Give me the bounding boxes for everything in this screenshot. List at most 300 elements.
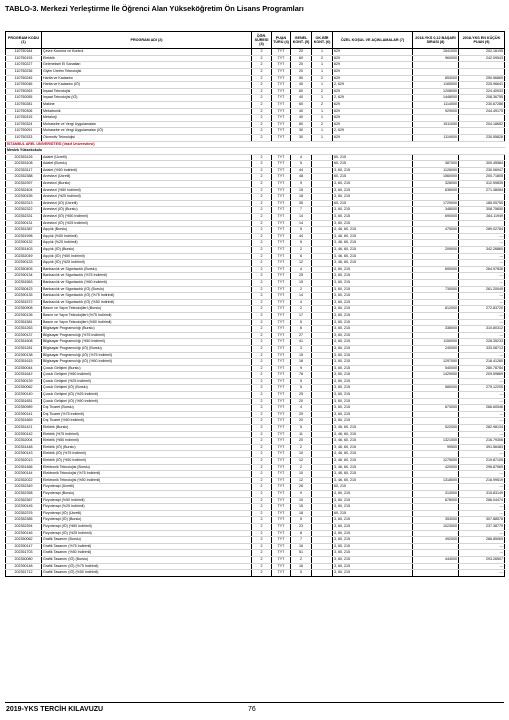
cell-score-type: TYT xyxy=(272,121,291,128)
cell-duration: 2 xyxy=(252,154,272,161)
cell-extra-quota: 2 xyxy=(312,88,333,95)
cell-extra-quota xyxy=(312,444,333,451)
cell-extra-quota: 1 xyxy=(312,62,333,69)
cell-general-quota: 48 xyxy=(291,174,312,181)
cell-extra-quota xyxy=(312,563,333,570)
cell-duration: 2 xyxy=(252,101,272,108)
cell-general-quota: 7 xyxy=(291,537,312,544)
cell-general-quota: 2 xyxy=(291,306,312,313)
cell-duration: 2 xyxy=(252,115,272,122)
cell-duration: 2 xyxy=(252,326,272,333)
cell-min-score: 282.98134 xyxy=(459,425,505,432)
cell-min-score: 315.83149 xyxy=(459,490,505,497)
cell-extra-quota xyxy=(312,392,333,399)
cell-extra-quota: 1 xyxy=(312,115,333,122)
cell-program-code: 110750263 xyxy=(6,88,42,95)
cell-min-score: 296.87569 xyxy=(459,464,505,471)
cell-program-name: Basım ve Yayın Teknolojileri (%50 İndirimli) xyxy=(42,319,252,326)
cell-program-name: Çocuk Gelişimi (İÖ) (Burslu) xyxy=(42,385,252,392)
cell-duration: 2 xyxy=(252,293,272,300)
table-row xyxy=(6,115,505,122)
cell-program-name: Adalet (%50 İndirimli) xyxy=(42,167,252,174)
cell-min-score: 209.59869 xyxy=(459,372,505,379)
cell-duration: 2 xyxy=(252,134,272,141)
table-row xyxy=(6,392,505,399)
table-row xyxy=(6,385,505,392)
table-row xyxy=(6,438,505,445)
cell-min-score: 264.11949 xyxy=(459,214,505,221)
table-row xyxy=(6,75,505,82)
programs-table xyxy=(5,31,505,577)
cell-success-rank: 240000 xyxy=(413,345,459,352)
cell-score-type: TYT xyxy=(272,490,291,497)
cell-success-rank xyxy=(413,504,459,511)
cell-min-score: 218.41280 xyxy=(459,359,505,366)
cell-conditions: 3, 46, 60, 215 xyxy=(333,240,413,247)
cell-extra-quota xyxy=(312,523,333,530)
cell-program-name: Harita ve Kadastro xyxy=(42,75,252,82)
cell-program-code: 202351615 xyxy=(6,359,42,366)
cell-program-code: 202352322 xyxy=(6,207,42,214)
cell-program-name: Anestezi (Ücretli) xyxy=(42,174,252,181)
cell-min-score: 244.49175 xyxy=(459,108,505,115)
cell-success-rank xyxy=(413,398,459,405)
cell-extra-quota xyxy=(312,477,333,484)
cell-extra-quota xyxy=(312,293,333,300)
cell-min-score xyxy=(459,115,505,122)
cell-program-name: Fizyoterapi (Burslu) xyxy=(42,490,252,497)
cell-min-score: --- xyxy=(459,260,505,267)
cell-program-name: Aşçılık (%50 İndirimli) xyxy=(42,233,252,240)
cell-conditions: 3, 60, 215 xyxy=(333,385,413,392)
cell-min-score: --- xyxy=(459,253,505,260)
cell-conditions: 629 xyxy=(333,88,413,95)
cell-min-score xyxy=(459,128,505,135)
cell-success-rank xyxy=(413,332,459,339)
cell-general-quota: 10 xyxy=(291,471,312,478)
cell-success-rank: 1126000 xyxy=(413,167,459,174)
cell-program-name: Çocuk Gelişimi (İÖ) (%50 İndirimli) xyxy=(42,398,252,405)
cell-program-code: 110750245 xyxy=(6,75,42,82)
cell-program-name: Fizyoterapi (Ücretli) xyxy=(42,484,252,491)
table-row xyxy=(6,570,505,577)
cell-general-quota: 20 xyxy=(291,62,312,69)
cell-duration: 2 xyxy=(252,187,272,194)
cell-conditions: 3, 60, 215 xyxy=(333,418,413,425)
cell-program-code: 202351387 xyxy=(6,227,42,234)
cell-duration: 2 xyxy=(252,345,272,352)
cell-score-type: TYT xyxy=(272,438,291,445)
cell-success-rank: 1321000 xyxy=(413,438,459,445)
cell-score-type: TYT xyxy=(272,550,291,557)
table-row xyxy=(6,510,505,517)
table-row xyxy=(6,62,505,69)
cell-extra-quota xyxy=(312,372,333,379)
cell-score-type: TYT xyxy=(272,332,291,339)
cell-score-type: TYT xyxy=(272,240,291,247)
cell-program-name: Elektronik Teknolojisi (%75 İndirimli) xyxy=(42,471,252,478)
cell-min-score: 230.55828 xyxy=(459,134,505,141)
table-row xyxy=(6,286,505,293)
cell-program-code: 110750091 xyxy=(6,128,42,135)
cell-program-name: Bankacılık ve Sigortacılık (Burslu) xyxy=(42,266,252,273)
cell-duration: 2 xyxy=(252,451,272,458)
cell-success-rank: 673000 xyxy=(413,405,459,412)
cell-program-name: Anestezi (%25 İndirimli) xyxy=(42,194,252,201)
cell-score-type: TYT xyxy=(272,75,291,82)
table-row xyxy=(6,233,505,240)
cell-program-code: 202351703 xyxy=(6,550,42,557)
cell-program-code: 110750193 xyxy=(6,55,42,62)
cell-program-code: 202352397 xyxy=(6,181,42,188)
cell-program-code: 202390135 xyxy=(6,293,42,300)
cell-success-rank: 730000 xyxy=(413,286,459,293)
cell-general-quota: 5 xyxy=(291,240,312,247)
cell-program-code: 202352004 xyxy=(6,438,42,445)
cell-program-code: 202351263 xyxy=(6,326,42,333)
cell-success-rank xyxy=(413,312,459,319)
cell-program-code: 202351669 xyxy=(6,418,42,425)
cell-general-quota: 5 xyxy=(291,570,312,577)
table-row xyxy=(6,266,505,273)
cell-score-type: TYT xyxy=(272,62,291,69)
cell-program-code: 202350062 xyxy=(6,537,42,544)
table-row xyxy=(6,425,505,432)
cell-success-rank xyxy=(413,418,459,425)
cell-min-score: 261.20049 xyxy=(459,286,505,293)
cell-program-code: 202351651 xyxy=(6,398,42,405)
cell-program-name: Bankacılık ve Sigortacılık (İÖ) (%50 İndirimli) xyxy=(42,299,252,306)
cell-duration: 2 xyxy=(252,253,272,260)
cell-extra-quota xyxy=(312,273,333,280)
cell-general-quota: 9 xyxy=(291,365,312,372)
table-row xyxy=(6,563,505,570)
cell-conditions: 3, 60, 215 xyxy=(333,194,413,201)
table-row xyxy=(6,167,505,174)
cell-program-code: 202350423 xyxy=(6,286,42,293)
cell-score-type: TYT xyxy=(272,425,291,432)
cell-duration: 2 xyxy=(252,418,272,425)
cell-min-score: --- xyxy=(459,484,505,491)
cell-general-quota: 35 xyxy=(291,200,312,207)
cell-extra-quota xyxy=(312,227,333,234)
cell-general-quota: 6 xyxy=(291,326,312,333)
cell-score-type: TYT xyxy=(272,154,291,161)
cell-success-rank: 348000 xyxy=(413,207,459,214)
cell-general-quota: 25 xyxy=(291,392,312,399)
cell-program-name: Bankacılık ve Sigortacılık (%50 İndirimli) xyxy=(42,279,252,286)
cell-extra-quota xyxy=(312,233,333,240)
cell-conditions: 3, 60, 215 xyxy=(333,220,413,227)
cell-program-code: 202352049 xyxy=(6,253,42,260)
cell-success-rank: 328000 xyxy=(413,181,459,188)
cell-extra-quota xyxy=(312,556,333,563)
cell-duration: 2 xyxy=(252,352,272,359)
header-conditions: ÖZEL KOŞUL VE AÇIKLAMALAR (7) xyxy=(333,32,413,49)
cell-success-rank xyxy=(413,220,459,227)
cell-conditions: 3, 46, 60, 215 xyxy=(333,477,413,484)
cell-duration: 2 xyxy=(252,431,272,438)
table-row xyxy=(6,523,505,530)
cell-duration: 2 xyxy=(252,563,272,570)
cell-duration: 2 xyxy=(252,62,272,69)
cell-duration: 2 xyxy=(252,247,272,254)
university-heading-row xyxy=(6,141,505,148)
table-row xyxy=(6,517,505,524)
cell-extra-quota xyxy=(312,345,333,352)
cell-program-name: İnşaat Teknolojisi xyxy=(42,88,252,95)
cell-score-type: TYT xyxy=(272,101,291,108)
cell-program-code: 202390133 xyxy=(6,260,42,267)
cell-conditions: 3, 60, 215 xyxy=(333,345,413,352)
table-row xyxy=(6,101,505,108)
cell-program-code: 202353126 xyxy=(6,154,42,161)
cell-score-type: TYT xyxy=(272,556,291,563)
table-row xyxy=(6,345,505,352)
cell-conditions: 3, 60, 215 xyxy=(333,319,413,326)
cell-conditions: 3, 46, 60, 215 xyxy=(333,233,413,240)
cell-program-name: Fizyoterapi (İÖ) (Ücretli) xyxy=(42,510,252,517)
cell-duration: 2 xyxy=(252,128,272,135)
cell-general-quota: 4 xyxy=(291,405,312,412)
cell-extra-quota xyxy=(312,378,333,385)
cell-conditions: 3, 60, 215 xyxy=(333,497,413,504)
cell-extra-quota xyxy=(312,464,333,471)
cell-extra-quota xyxy=(312,312,333,319)
cell-general-quota: 23 xyxy=(291,523,312,530)
cell-conditions: 3, 46, 60, 215 xyxy=(333,253,413,260)
cell-program-name: Aşçılık (Burslu) xyxy=(42,227,252,234)
header-score-type: PUAN TÜRÜ (4) xyxy=(272,32,291,49)
cell-program-code: 202390139 xyxy=(6,378,42,385)
cell-extra-quota xyxy=(312,352,333,359)
cell-extra-quota xyxy=(312,425,333,432)
cell-duration: 2 xyxy=(252,273,272,280)
cell-program-code: 202390155 xyxy=(6,194,42,201)
cell-program-name: Adalet (Burslu) xyxy=(42,161,252,168)
cell-conditions: 3, 60, 215 xyxy=(333,504,413,511)
cell-program-name: Elektrik (İÖ) (Burslu) xyxy=(42,444,252,451)
cell-success-rank xyxy=(413,240,459,247)
cell-min-score: 250.56869 xyxy=(459,75,505,82)
cell-program-code: 110750046 xyxy=(6,82,42,89)
cell-general-quota: 12 xyxy=(291,458,312,465)
header-extra-quota: OK.BİR KONT. (6) xyxy=(312,32,333,49)
cell-program-code: 202350989 xyxy=(6,405,42,412)
cell-duration: 2 xyxy=(252,385,272,392)
cell-success-rank: 1541000 xyxy=(413,49,459,56)
cell-conditions: 3, 46, 60, 215 xyxy=(333,260,413,267)
cell-conditions: 3, 60, 215 xyxy=(333,537,413,544)
cell-success-rank xyxy=(413,260,459,267)
cell-duration: 2 xyxy=(252,286,272,293)
cell-duration: 2 xyxy=(252,260,272,267)
cell-score-type: TYT xyxy=(272,497,291,504)
cell-min-score xyxy=(459,194,505,201)
cell-min-score: 185.05755 xyxy=(459,200,505,207)
cell-conditions: 60, 215 xyxy=(333,200,413,207)
table-row xyxy=(6,247,505,254)
cell-min-score: --- xyxy=(459,240,505,247)
cell-extra-quota xyxy=(312,154,333,161)
cell-min-score: 264.97836 xyxy=(459,266,505,273)
cell-general-quota: 16 xyxy=(291,359,312,366)
cell-program-code: 202351608 xyxy=(6,339,42,346)
cell-conditions: 3, 60, 215 xyxy=(333,550,413,557)
cell-min-score: 300.45584 xyxy=(459,161,505,168)
cell-conditions: 629 xyxy=(333,49,413,56)
cell-program-name: Bilgisayar Programcılığı (%75 İndirimli) xyxy=(42,332,252,339)
cell-extra-quota xyxy=(312,418,333,425)
cell-general-quota: 12 xyxy=(291,260,312,267)
cell-program-code: 202351998 xyxy=(6,233,42,240)
cell-general-quota: 50 xyxy=(291,75,312,82)
cell-general-quota: 5 xyxy=(291,227,312,234)
cell-program-name: Dış Ticaret (Burslu) xyxy=(42,405,252,412)
cell-conditions: 3, 60, 215 xyxy=(333,490,413,497)
cell-program-code: 202351281 xyxy=(6,345,42,352)
cell-conditions: 629 xyxy=(333,134,413,141)
cell-conditions: 629 xyxy=(333,68,413,75)
cell-success-rank xyxy=(413,352,459,359)
cell-program-name: Metalurji xyxy=(42,115,252,122)
table-row xyxy=(6,326,505,333)
cell-extra-quota: 1 xyxy=(312,49,333,56)
cell-score-type: TYT xyxy=(272,504,291,511)
table-row xyxy=(6,458,505,465)
cell-min-score: --- xyxy=(459,570,505,577)
cell-program-name: Anestezi (İÖ) (Ücretli) xyxy=(42,200,252,207)
cell-min-score: 237.38779 xyxy=(459,523,505,530)
table-row xyxy=(6,273,505,280)
cell-conditions: 3, 60, 215 xyxy=(333,266,413,273)
cell-conditions: 3, 46, 60, 215 xyxy=(333,247,413,254)
cell-program-name: Fizyoterapi (%25 İndirimli) xyxy=(42,504,252,511)
cell-program-code: 110750227 xyxy=(6,62,42,69)
cell-success-rank xyxy=(413,530,459,537)
cell-duration: 2 xyxy=(252,161,272,168)
cell-general-quota: 15 xyxy=(291,187,312,194)
cell-min-score: 271.38084 xyxy=(459,187,505,194)
cell-conditions: 3, 60, 215 xyxy=(333,181,413,188)
cell-min-score: --- xyxy=(459,398,505,405)
table-row xyxy=(6,55,505,62)
cell-min-score: 204.18652 xyxy=(459,121,505,128)
cell-program-code: 202351712 xyxy=(6,570,42,577)
cell-success-rank xyxy=(413,451,459,458)
cell-general-quota: 44 xyxy=(291,233,312,240)
cell-score-type: TYT xyxy=(272,128,291,135)
cell-success-rank xyxy=(413,570,459,577)
cell-min-score: --- xyxy=(459,550,505,557)
cell-duration: 2 xyxy=(252,471,272,478)
cell-general-quota: 5 xyxy=(291,378,312,385)
cell-min-score: --- xyxy=(459,378,505,385)
cell-success-rank xyxy=(413,62,459,69)
cell-success-rank: 1429000 xyxy=(413,372,459,379)
cell-min-score: 293.26507 xyxy=(459,556,505,563)
cell-success-rank: 853000 xyxy=(413,75,459,82)
cell-min-score: 289.02784 xyxy=(459,227,505,234)
cell-duration: 2 xyxy=(252,332,272,339)
cell-min-score: 286.85069 xyxy=(459,537,505,544)
cell-program-name: Grafik Tasarımı (İÖ) (%50 İndirimli) xyxy=(42,570,252,577)
table-row xyxy=(6,530,505,537)
cell-duration: 2 xyxy=(252,121,272,128)
cell-score-type: TYT xyxy=(272,181,291,188)
cell-score-type: TYT xyxy=(272,345,291,352)
cell-extra-quota: 2 xyxy=(312,75,333,82)
cell-duration: 2 xyxy=(252,207,272,214)
cell-success-rank: 678000 xyxy=(413,497,459,504)
cell-min-score: 280.78784 xyxy=(459,365,505,372)
table-row xyxy=(6,537,505,544)
cell-program-name: Elektrik (%75 İndirimli) xyxy=(42,431,252,438)
cell-min-score: --- xyxy=(459,319,505,326)
cell-program-name: Harita ve Kadastro (İÖ) xyxy=(42,82,252,89)
cell-score-type: TYT xyxy=(272,418,291,425)
cell-min-score: 266.04474 xyxy=(459,497,505,504)
cell-conditions: 2, 629 xyxy=(333,82,413,89)
table-row xyxy=(6,214,505,221)
cell-general-quota: 5 xyxy=(291,161,312,168)
cell-score-type: TYT xyxy=(272,108,291,115)
page-title: TABLO-3. Merkezi Yerleştirme İle Öğrenci Alan Yükseköğretim Ön Lisans Programları xyxy=(5,4,304,13)
cell-min-score: 342.26860 xyxy=(459,247,505,254)
cell-success-rank: 690000 xyxy=(413,266,459,273)
table-row xyxy=(6,352,505,359)
cell-conditions: 629 xyxy=(333,55,413,62)
cell-min-score: 225.96641 xyxy=(459,82,505,89)
cell-extra-quota xyxy=(312,517,333,524)
cell-program-code: 202351581 xyxy=(6,319,42,326)
cell-program-code: 202352385 xyxy=(6,517,42,524)
cell-duration: 2 xyxy=(252,411,272,418)
cell-program-name: Bankacılık ve Sigortacılık (İÖ) (%75 İndirimli) xyxy=(42,293,252,300)
cell-score-type: TYT xyxy=(272,517,291,524)
header-program-name: PROGRAM ADI (2) xyxy=(42,32,252,49)
cell-extra-quota xyxy=(312,187,333,194)
cell-extra-quota xyxy=(312,214,333,221)
table-row xyxy=(6,378,505,385)
cell-extra-quota xyxy=(312,253,333,260)
cell-score-type: TYT xyxy=(272,523,291,530)
table-row xyxy=(6,359,505,366)
cell-general-quota: 60 xyxy=(291,88,312,95)
cell-conditions: 3, 60, 215 xyxy=(333,279,413,286)
cell-min-score: 272.83720 xyxy=(459,306,505,313)
table-row xyxy=(6,161,505,168)
cell-extra-quota: 1 xyxy=(312,134,333,141)
cell-score-type: TYT xyxy=(272,207,291,214)
cell-extra-quota: 2 xyxy=(312,101,333,108)
cell-general-quota: 2 xyxy=(291,444,312,451)
cell-duration: 2 xyxy=(252,200,272,207)
cell-conditions: 2, 629 xyxy=(333,128,413,135)
cell-program-code: 202390137 xyxy=(6,332,42,339)
cell-extra-quota xyxy=(312,550,333,557)
cell-conditions: 3, 60, 215 xyxy=(333,214,413,221)
cell-success-rank: 1150000 xyxy=(413,339,459,346)
cell-extra-quota xyxy=(312,167,333,174)
cell-program-code: 202390140 xyxy=(6,392,42,399)
cell-min-score: --- xyxy=(459,530,505,537)
table-row xyxy=(6,128,505,135)
cell-success-rank xyxy=(413,273,459,280)
cell-score-type: TYT xyxy=(272,220,291,227)
cell-program-name: Çocuk Gelişimi (Burslu) xyxy=(42,365,252,372)
cell-conditions: 629 xyxy=(333,108,413,115)
